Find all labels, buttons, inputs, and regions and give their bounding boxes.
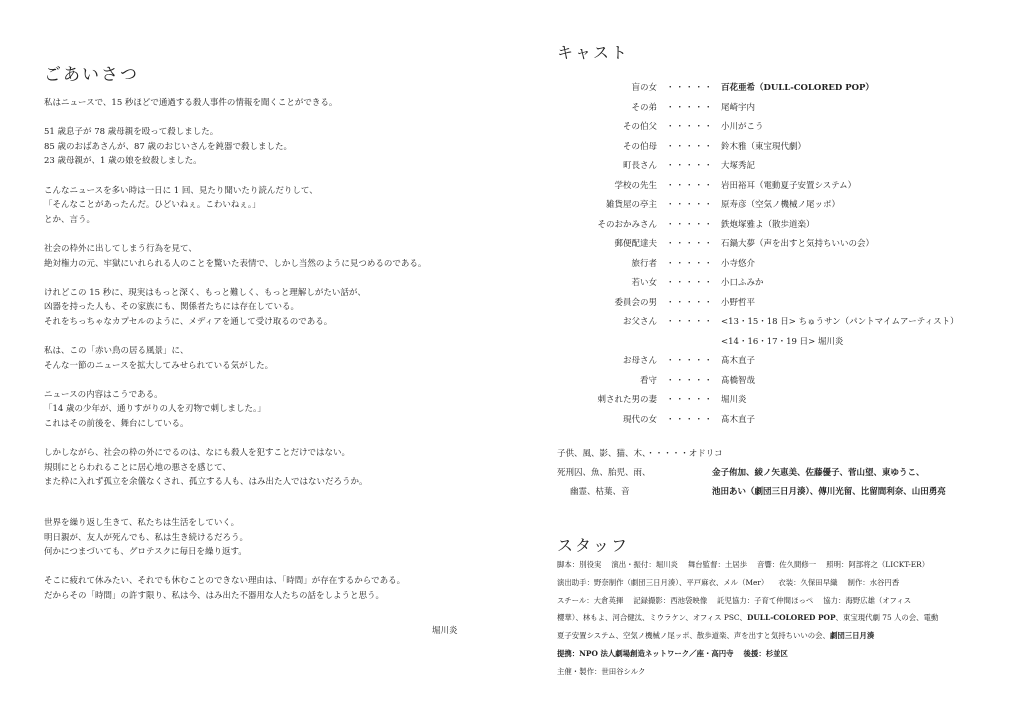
greeting-line: 「14 歳の少年が、通りすがりの人を刃物で刺しました。」 xyxy=(44,404,266,415)
greeting-paragraph xyxy=(44,516,484,560)
cast-dots: ・・・・・ xyxy=(666,395,714,405)
cast-actor: <14・16・17・19 日> 堀川炎 xyxy=(721,336,844,347)
cast-staff-page xyxy=(512,0,1024,724)
cast-row xyxy=(512,313,1024,333)
greeting-line: そこに疲れて休みたい、それでも休むことのできない理由は、「時間」が存在するからである。 xyxy=(44,576,406,587)
greeting-line: また枠に入れず孤立を余儀なくされ、孤立する人も、はみ出た人ではないだろうか。 xyxy=(44,477,368,488)
credit-costume: 衣装：久保田早織 xyxy=(778,577,838,587)
credit-cooperation-bold: DULL-COLORED POP xyxy=(746,613,836,623)
cast-dots: ・・・・・ xyxy=(666,278,714,288)
cast-dots: ・・・・・ xyxy=(666,375,714,386)
cast-row xyxy=(512,177,1024,197)
greeting-paragraph xyxy=(44,574,484,603)
cast-dots: ・・・・・ xyxy=(666,141,714,152)
credit-video: 記録撮影：西池袋映像 xyxy=(633,595,708,605)
cast-role: 町長さん xyxy=(622,161,657,171)
staff-line xyxy=(557,645,1012,663)
greeting-line: 私は、この「赤い鳥の居る風景」に、 xyxy=(44,346,189,357)
greeting-line: 23 歳母親が、1 歳の娘を絞殺しました。 xyxy=(44,156,202,167)
greeting-line: 社会の枠外に出してしまう行為を見て、 xyxy=(44,243,197,254)
cast-dots: ・・・・・ xyxy=(666,122,714,132)
credit-stage-manager: 舞台監督：土居歩 xyxy=(687,560,748,569)
cast-actor: <13・15・18 日> ちゅうサン（パントマイムアーティスト） xyxy=(721,317,959,327)
cast-dots: ・・・・・ xyxy=(666,414,714,425)
cast-actor: 百花亜希（DULL-COLORED POP） xyxy=(721,83,874,93)
greeting-body xyxy=(44,96,484,618)
credit-cooperation: 協力：海野広雄（オフィス xyxy=(823,595,912,605)
cast-actor: 鈴木雅（東宝現代劇） xyxy=(721,141,807,152)
ensemble-row xyxy=(557,483,1007,502)
greeting-paragraph xyxy=(44,446,484,490)
staff-title: スタッフ xyxy=(557,536,630,555)
greeting-line: だからその「時間」の許す限り、私は今、はみ出た不器用な人たちの話をしようと思う。 xyxy=(44,591,385,601)
cast-role: 郵便配達夫 xyxy=(614,239,657,249)
cast-row xyxy=(512,138,1024,158)
cast-dots: ・・・・・ xyxy=(666,180,714,191)
cast-role: お母さん xyxy=(622,356,657,366)
cast-actor: 小口ふみか xyxy=(721,278,764,288)
greeting-line: 「そんなことがあったんだ。ひどいねぇ。こわいねぇ。」 xyxy=(44,200,261,211)
cast-dots: ・・・・・ xyxy=(666,258,714,269)
cast-row xyxy=(512,391,1024,411)
cast-role: そのおかみさん xyxy=(597,219,657,230)
cast-row xyxy=(512,118,1024,138)
cast-role: その弟 xyxy=(631,102,657,113)
staff-line xyxy=(557,609,1012,627)
cast-list xyxy=(512,79,1024,430)
greeting-line: 世界を繰り返し生きて、私たちは生活をしていく。 xyxy=(44,518,240,529)
cast-dots: ・・・・・ xyxy=(666,200,714,210)
credit-photo: スチール：大倉英揮 xyxy=(557,595,624,605)
greeting-paragraph xyxy=(44,125,484,169)
cast-role: 学校の先生 xyxy=(614,180,657,191)
cast-row xyxy=(512,411,1024,431)
greeting-paragraph xyxy=(44,242,484,271)
cast-role: その伯母 xyxy=(622,141,657,152)
credit-writer: 脚本：別役実 xyxy=(557,560,602,569)
greeting-line: 規則にとらわれることに居心地の悪さを感じて、 xyxy=(44,462,231,473)
staff-line xyxy=(557,574,1012,592)
cast-actor: 髙木直子 xyxy=(721,414,756,425)
staff-line xyxy=(557,556,1012,574)
greeting-line: 85 歳のおばあさんが、87 歳のおじいさんを鈍器で殺しました。 xyxy=(44,141,293,152)
cast-actor: 小野哲平 xyxy=(721,297,756,308)
credit-production: 制作：水谷円香 xyxy=(847,577,900,587)
cast-role: 盲の女 xyxy=(631,83,657,93)
cast-role: 若い女 xyxy=(631,278,657,288)
cast-role: 看守 xyxy=(639,375,657,386)
cast-row xyxy=(512,255,1024,275)
credit-organizer: 主催・製作：世田谷シルク xyxy=(557,666,646,676)
greeting-line: そんな一節のニュースを拡大してみせられている気がした。 xyxy=(44,360,274,371)
cast-actor: 小寺悠介 xyxy=(721,258,756,269)
ensemble-row xyxy=(557,445,1007,464)
ensemble-block xyxy=(557,445,1007,502)
cast-dots: ・・・・・ xyxy=(666,102,714,113)
credit-director: 演出・振付：堀川炎 xyxy=(611,560,678,569)
greeting-line: 51 歳息子が 78 歳母親を殴って殺しました。 xyxy=(44,127,219,138)
cast-row xyxy=(512,372,1024,392)
credit-support: 後援：杉並区 xyxy=(743,648,788,658)
greeting-line: 私はニュースで、15 秒ほどで通過する殺人事件の情報を聞くことができる。 xyxy=(44,98,338,108)
ensemble-actors: 池田あい（劇団三日月湊）、傳川光留、比留間利奈、山田勇亮 xyxy=(712,487,946,497)
cast-actor: 尾崎宇内 xyxy=(721,102,756,113)
cast-actor: 髙橋智哉 xyxy=(721,375,756,386)
cast-row xyxy=(512,157,1024,177)
greeting-line: ニュースの内容はこうである。 xyxy=(44,389,163,400)
credit-childcare: 託児協力：子育て仲間ほっぺ xyxy=(717,595,814,605)
staff-line xyxy=(557,627,1012,645)
credit-assistant-director: 演出助手：野奈制作（劇団三日月湊）、平戸麻衣、メル（Mer） xyxy=(557,577,769,587)
greeting-line: けれどこの 15 秒に、現実はもっと深く、もっと難しく、もっと理解しがたい話が、 xyxy=(44,287,366,298)
cast-dots: ・・・・・ xyxy=(666,356,714,366)
cast-dots: ・・・・・ xyxy=(666,239,714,249)
greeting-line: しかしながら、社会の枠の外にでるのは、なにも殺人を犯すことだけではない。 xyxy=(44,448,351,459)
cast-title: キャスト xyxy=(557,43,630,62)
cast-actor: 髙木直子 xyxy=(721,356,756,366)
cast-row xyxy=(512,99,1024,119)
greeting-paragraph xyxy=(44,388,484,432)
staff-line xyxy=(557,592,1012,610)
greeting-line: 絶対権力の元、牢獄にいれられる人のことを驚いた表情で、しかし当然のように見つめるのである。 xyxy=(44,258,427,269)
staff-line xyxy=(557,663,1012,681)
cast-dots: ・・・・・ xyxy=(666,161,714,171)
cast-row xyxy=(512,235,1024,255)
greeting-line: 凶器を持った人も、その家族にも、関係者たちには存在している。 xyxy=(44,302,300,313)
greeting-line: それをちっちゃなカプセルのように、メディアを通して受け取るのである。 xyxy=(44,316,333,327)
credit-cooperation-bold: 劇団三日月湊 xyxy=(829,631,875,641)
cast-actor: 岩田裕耳（電動夏子安置システム） xyxy=(721,180,857,191)
staff-credits xyxy=(557,556,1012,681)
cast-row xyxy=(512,352,1024,372)
cast-dots: ・・・・・ xyxy=(666,297,714,308)
cast-role: 刺された男の妻 xyxy=(597,395,657,405)
cast-actor: 小川がこう xyxy=(721,122,764,132)
ensemble-row xyxy=(557,464,1007,483)
credit-cooperation-cont: 櫻華）、林もよ、河合健汰、ミウラケン、オフィス PSC、 xyxy=(557,613,747,623)
greeting-line: これはその前後を、舞台にしている。 xyxy=(44,419,189,430)
cast-actor: 鉄炮塚雅よ（散歩道楽） xyxy=(721,219,815,230)
cast-role: 現代の女 xyxy=(622,414,657,425)
cast-row xyxy=(512,294,1024,314)
cast-dots: ・・・・・ xyxy=(666,219,714,230)
cast-row xyxy=(512,79,1024,99)
cast-row xyxy=(512,216,1024,236)
cast-row xyxy=(512,333,1024,353)
credit-cooperation-cont: 夏子安置システム、空気ノ機械ノ尾ッポ、散歩道楽、声を出すと気持ちいいの会、 xyxy=(557,631,830,641)
ensemble-roles: 幽霊、枯葉、音 xyxy=(570,487,630,497)
cast-actor: 原寿彦（空気ノ機械ノ尾ッポ） xyxy=(721,200,841,210)
cast-role: お父さん xyxy=(622,317,657,327)
cast-role: その伯父 xyxy=(622,122,657,132)
greeting-line: こんなニュースを多い時は一日に 1 回、見たり聞いたり読んだりして、 xyxy=(44,185,318,196)
credit-sound: 音響：佐久間修一 xyxy=(757,560,817,569)
credit-lighting: 照明：阿部将之（LICKT-ER） xyxy=(826,560,930,569)
greeting-title: ごあいさつ xyxy=(44,65,139,85)
cast-row xyxy=(512,196,1024,216)
greeting-paragraph xyxy=(44,96,484,111)
credit-partnership: 提携：NPO 法人劇場創造ネットワーク／座・高円寺 xyxy=(557,648,734,658)
cast-actor: 大塚秀記 xyxy=(721,161,756,171)
cast-actor: 堀川炎 xyxy=(721,395,747,405)
ensemble-actors: 金子侑加、綾ノ矢恵美、佐藤優子、菅山望、東ゆうこ、 xyxy=(712,468,925,478)
greeting-paragraph xyxy=(44,344,484,373)
cast-row xyxy=(512,274,1024,294)
ensemble-roles: 子供、風、影、猫、木、・・・・・オドリコ xyxy=(557,449,723,459)
cast-role: 委員会の男 xyxy=(614,297,657,308)
ensemble-roles: 死刑囚、魚、胎児、雨、 xyxy=(557,468,651,478)
cast-role: 旅行者 xyxy=(631,258,657,269)
greeting-paragraph xyxy=(44,286,484,330)
greeting-line: 何かにつまづいても、グロテスクに毎日を繰り返す。 xyxy=(44,547,247,558)
cast-actor: 石鍋大夢（声を出すと気持ちいいの会） xyxy=(721,239,875,249)
cast-dots: ・・・・・ xyxy=(666,317,714,327)
greeting-paragraph xyxy=(44,184,484,228)
cast-dots: ・・・・・ xyxy=(666,83,714,93)
greeting-signature: 堀川炎 xyxy=(432,626,458,636)
greeting-line: とか、言う。 xyxy=(44,214,96,225)
cast-role: 雑貨屋の亭主 xyxy=(605,200,657,210)
credit-cooperation-cont: 、東宝現代劇 75 人の会、電動 xyxy=(835,613,939,623)
greeting-line: 明日親が、友人が死んでも、私は生き続けるだろう。 xyxy=(44,532,249,543)
